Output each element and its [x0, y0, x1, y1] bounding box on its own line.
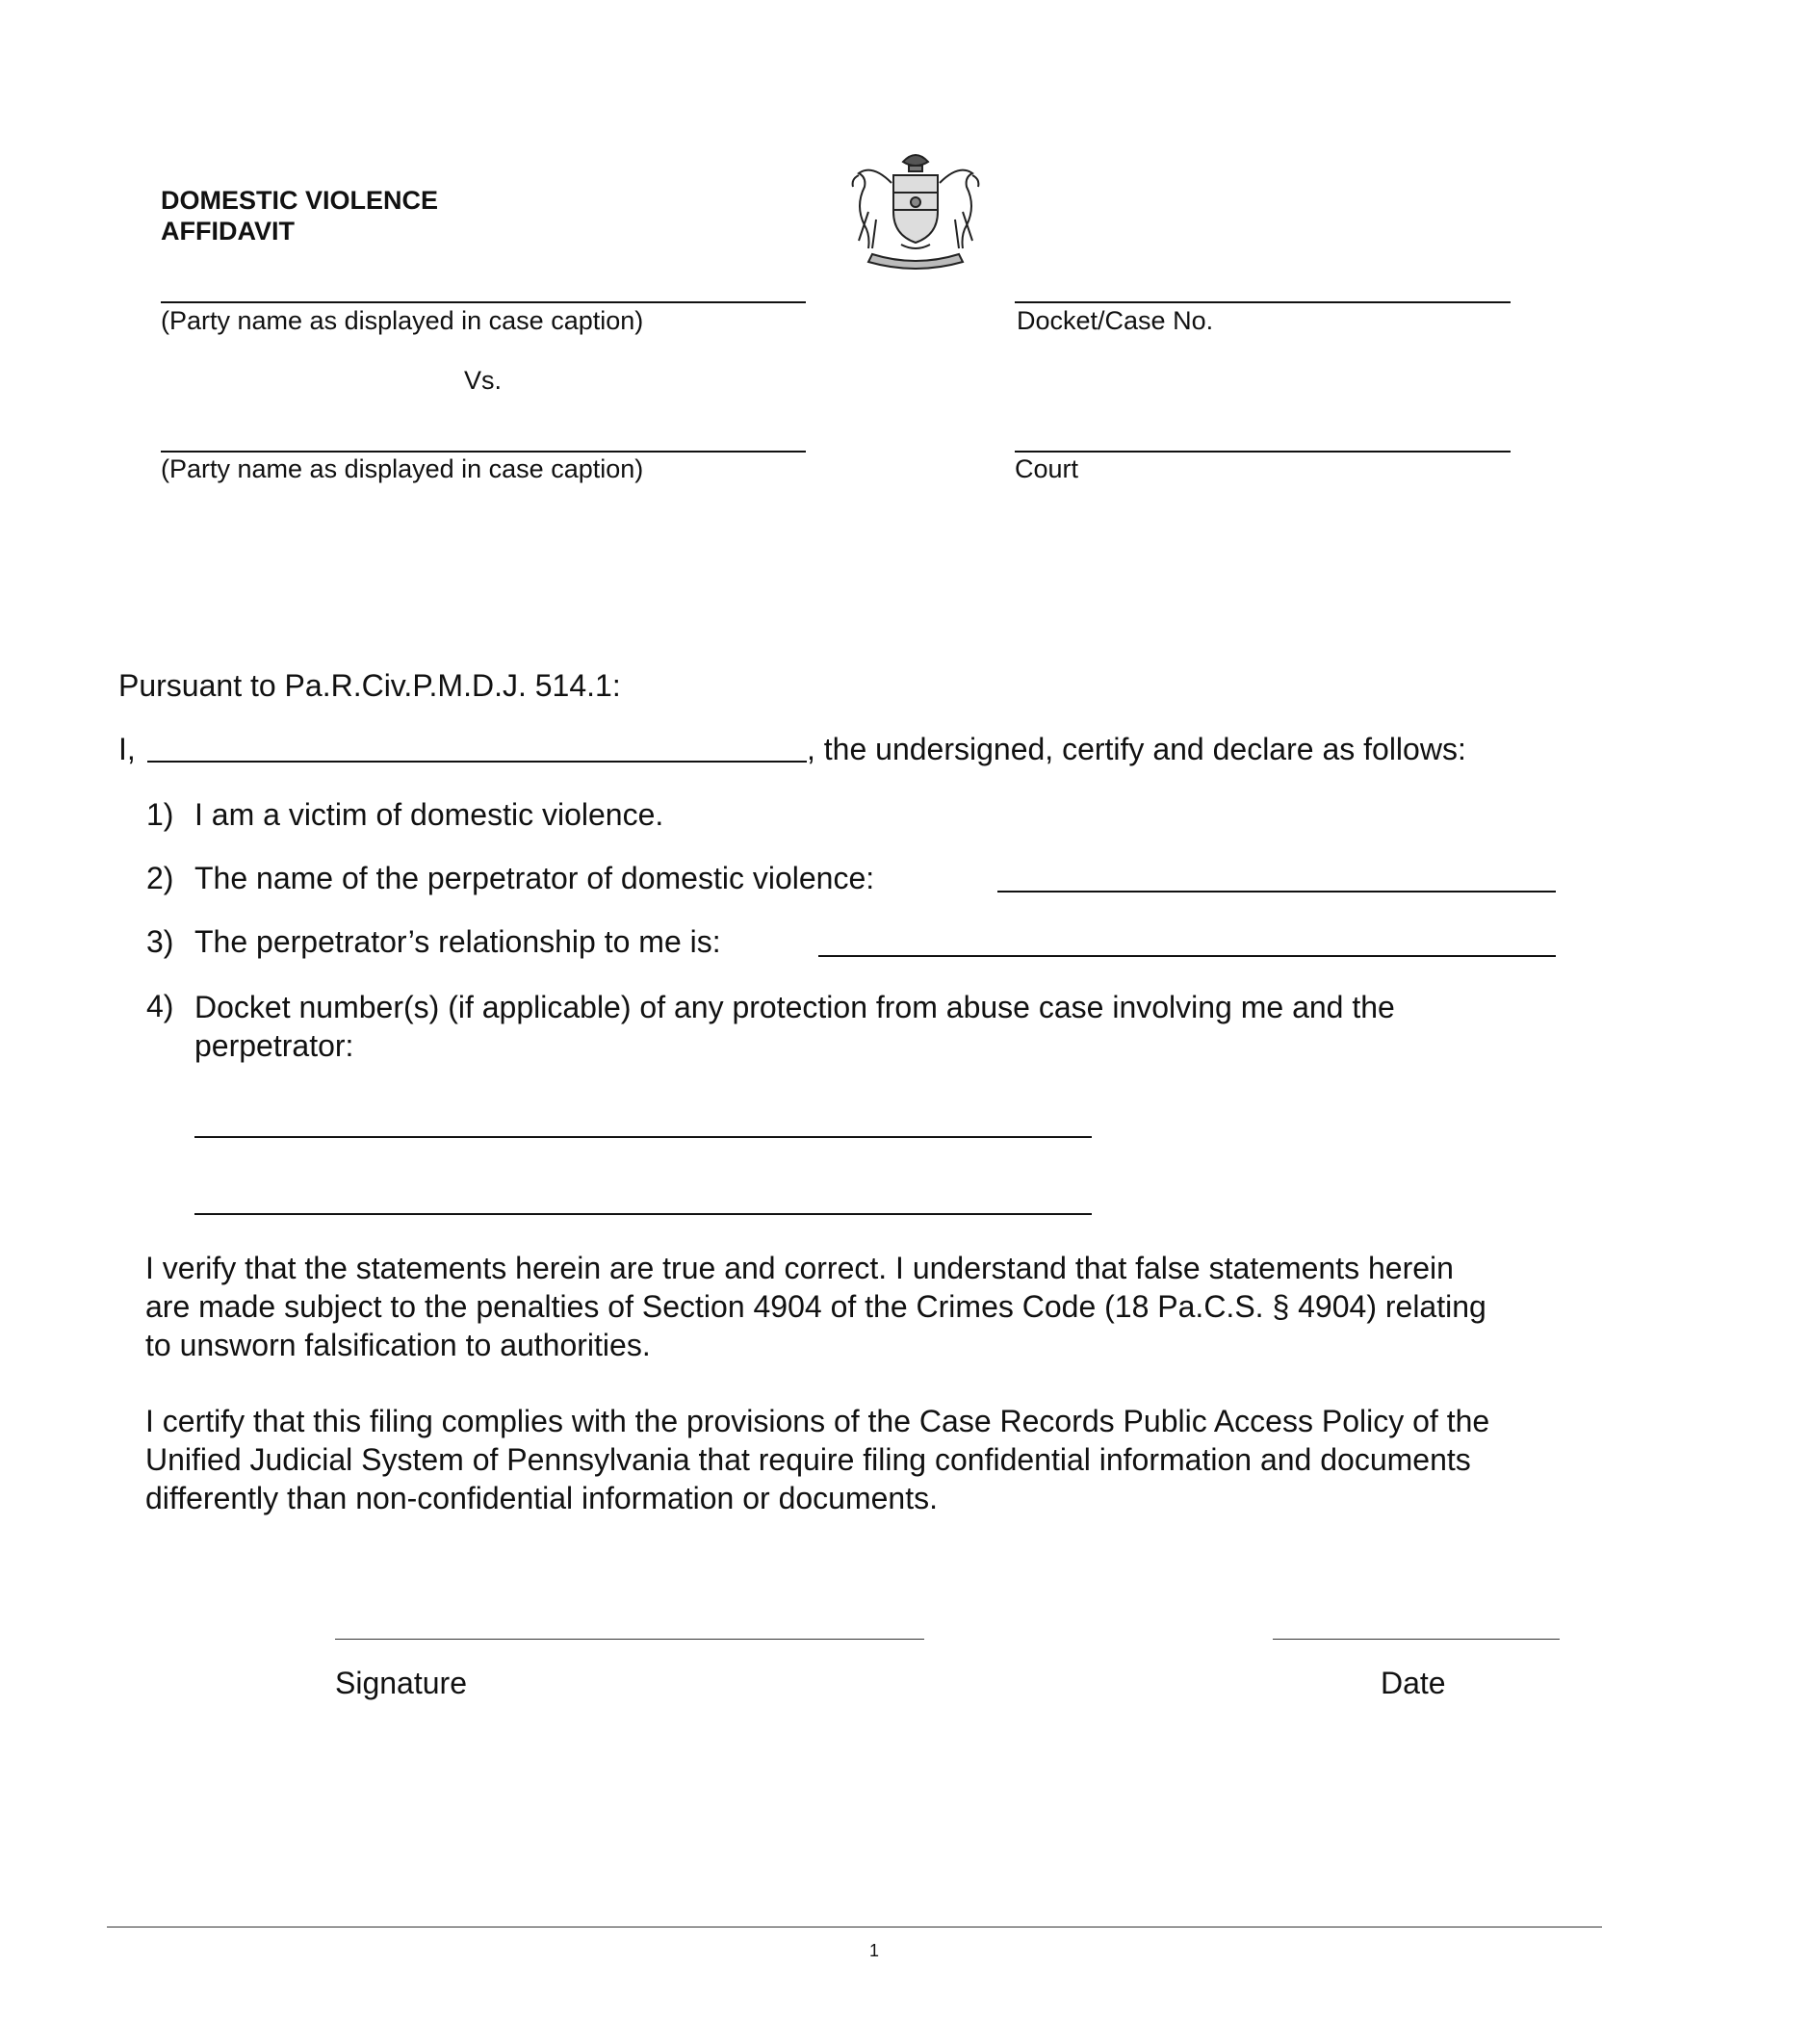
item-4-num: 4) — [146, 989, 174, 1023]
item-2-text: The name of the perpetrator of domestic violence: — [194, 861, 875, 895]
item-1-text: I am a victim of domestic violence. — [194, 797, 664, 832]
declarant-name-line[interactable] — [147, 761, 807, 763]
item-2-num: 2) — [146, 861, 174, 895]
item-3-num: 3) — [146, 924, 174, 959]
court-label: Court — [1015, 454, 1079, 483]
signature-line[interactable] — [335, 1639, 924, 1640]
form-title-line1: DOMESTIC VIOLENCE — [161, 186, 439, 215]
vs-label: Vs. — [464, 366, 503, 395]
docket-line[interactable] — [1015, 301, 1511, 303]
party1-line[interactable] — [161, 301, 806, 303]
pennsylvania-coat-of-arms-icon — [834, 144, 997, 270]
certify-paragraph: I certify that this filing complies with the provisions of the Case Records Public Access Policy of the Unified Judicial System of Pennsylvania that require filing confidential information and documents differently than non-confidential information or documents. — [145, 1404, 1490, 1515]
party1-label: (Party name as displayed in case caption) — [161, 306, 644, 335]
certify-suffix: , the undersigned, certify and declare as follows: — [807, 732, 1466, 766]
docket-number-line-1[interactable] — [194, 1136, 1092, 1138]
signature-label: Signature — [335, 1666, 467, 1700]
form-title-line2: AFFIDAVIT — [161, 217, 295, 246]
verify-paragraph: I verify that the statements herein are true and correct. I understand that false statements herein are made subject to the penalties of Section 4904 of the Crimes Code (18 Pa.C.S. § 4904) relating to unsworn falsification to authorities. — [145, 1251, 1486, 1362]
date-line[interactable] — [1273, 1639, 1560, 1640]
court-line[interactable] — [1015, 451, 1511, 453]
item-3-text: The perpetrator’s relationship to me is: — [194, 924, 721, 959]
footer-rule — [107, 1927, 1602, 1928]
page-number: 1 — [869, 1941, 880, 1960]
pursuant-text: Pursuant to Pa.R.Civ.P.M.D.J. 514.1: — [118, 668, 621, 703]
i-prefix: I, — [118, 732, 136, 766]
item-1-num: 1) — [146, 797, 174, 832]
item-4-text: Docket number(s) (if applicable) of any protection from abuse case involving me and the perpetrator: — [194, 990, 1395, 1063]
docket-label: Docket/Case No. — [1017, 306, 1214, 335]
docket-number-line-2[interactable] — [194, 1213, 1092, 1215]
date-label: Date — [1381, 1666, 1446, 1700]
party2-label: (Party name as displayed in case caption) — [161, 454, 644, 483]
party2-line[interactable] — [161, 451, 806, 453]
perpetrator-name-line[interactable] — [997, 891, 1556, 893]
relationship-line[interactable] — [818, 955, 1556, 957]
